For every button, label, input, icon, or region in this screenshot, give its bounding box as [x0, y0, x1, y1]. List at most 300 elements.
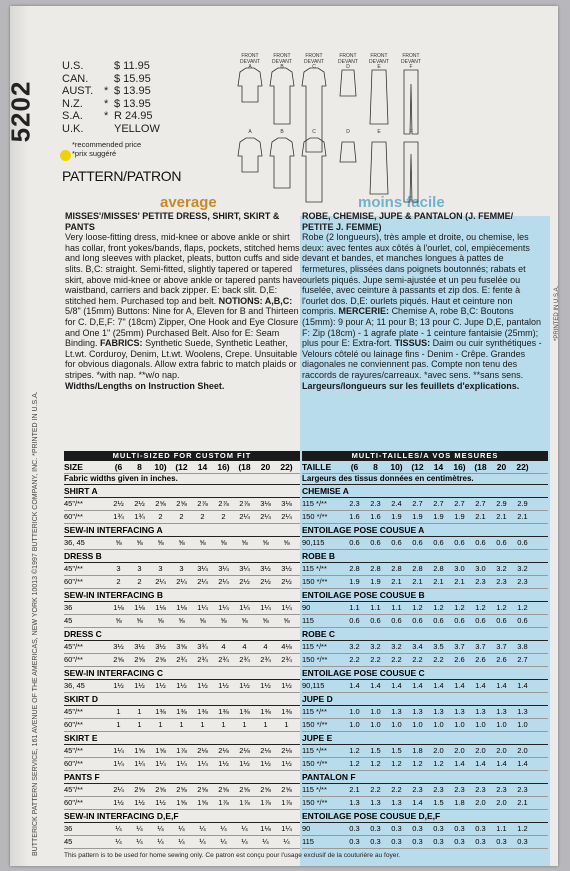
row-value: ¼	[136, 824, 143, 833]
row-value: 0.6	[454, 616, 465, 625]
row-value: 1⅜	[260, 707, 271, 716]
row-value: 1¼	[281, 603, 292, 612]
row-value: 2⅝	[239, 785, 250, 794]
row-value: 2.3	[433, 785, 444, 794]
back-view-label: E	[377, 129, 381, 135]
row-width: 36	[64, 824, 73, 833]
row-value: 1.0	[370, 707, 381, 716]
row-value: 2½	[281, 577, 292, 586]
notions-label-en: NOTIONS: A,B,C:	[218, 295, 293, 306]
row-value: 1⅛	[113, 603, 124, 612]
row-value: 3.2	[391, 642, 402, 651]
row-value: 0.3	[370, 837, 381, 846]
view-letter: D	[346, 64, 350, 70]
row-value: 1.2	[517, 603, 528, 612]
row-value: 1⅞	[218, 798, 229, 807]
row-value: 1.4	[517, 681, 528, 690]
row-value: 1.4	[391, 681, 402, 690]
row-value: 2.1	[391, 577, 402, 586]
table-row	[302, 654, 548, 667]
row-width: 115	[302, 616, 314, 625]
row-value: 2⅝	[134, 655, 145, 664]
row-value: 1.9	[391, 512, 402, 521]
table-row	[302, 706, 548, 719]
table-row	[64, 641, 300, 654]
table-section-title: CHEMISE A	[302, 485, 548, 498]
table-row	[302, 615, 548, 628]
title-french: ROBE, CHEMISE, JUPE & PANTALON (J. FEMME/ PETITE J. FEMME)	[302, 211, 514, 232]
row-value: 2⅛	[197, 746, 208, 755]
row-value: 2⅝	[113, 655, 124, 664]
row-value: ⅝	[262, 616, 269, 625]
row-value: 1.0	[433, 720, 444, 729]
back-view-label: F	[409, 129, 413, 135]
table-row	[302, 680, 548, 693]
row-value: 0.6	[391, 616, 402, 625]
row-width: 115 */**	[302, 746, 327, 755]
table-section-title: JUPE D	[302, 693, 548, 706]
notions-english: 5/8" (15mm) Buttons: Nine for A, Eleven for B and Thirteen for C. D,E,F: 7" (18cm) Zipper, One Hook and Eye Closure and One 1" (25mm) Purchased Belt. Also for E: Seam Binding.	[65, 306, 299, 349]
row-value: 1½	[218, 759, 229, 768]
row-value: 3¼	[218, 564, 229, 573]
table-row	[64, 563, 300, 576]
row-width: 60"/**	[64, 720, 83, 729]
row-value: 2.1	[517, 798, 528, 807]
price-row	[62, 110, 174, 123]
description-english	[65, 211, 303, 391]
row-value: 1⅜	[176, 707, 187, 716]
row-value: 2.1	[349, 785, 360, 794]
table-row	[64, 511, 300, 524]
row-value: 2⅝	[155, 785, 166, 794]
price-list	[62, 60, 174, 135]
table-row	[64, 680, 300, 693]
body-french: Robe (2 longueurs), très ample et droite, ou chemise, les deux: avec fentes aux côtés à l'ourlet, col, empiècements devant et bandes, et manches longues à pattes de fermetures, plissées dans poignets boutonnés; rabats et ourlets piqués. Jupe semi-ajustée et un peu fuselée ou fuselée, avec ceinture à passants et zip dos. E: fente à l'ourlet dos. D,E: ourlets piqués. Haut et ceinture non compris.	[302, 232, 530, 317]
row-value: 0.3	[454, 824, 465, 833]
table-header-bar: MULTI-SIZED FOR CUSTOM FIT	[64, 451, 300, 461]
row-value: 1¾	[113, 512, 124, 521]
price-row	[62, 60, 174, 73]
row-value: 2¼	[197, 577, 208, 586]
row-value: 1⅝	[197, 798, 208, 807]
table-row	[64, 654, 300, 667]
row-value: 4	[221, 642, 226, 651]
row-width: 115 */**	[302, 707, 327, 716]
row-value: 2.1	[496, 512, 507, 521]
row-value: 1.3	[454, 707, 465, 716]
row-value: 2.8	[370, 564, 381, 573]
row-value: 1.3	[391, 707, 402, 716]
row-value: 2¼	[260, 512, 271, 521]
table-row	[64, 706, 300, 719]
row-value: 1.8	[412, 746, 423, 755]
home-sewing-footer: This pattern is to be used for home sewing only. Ce patron est conçu pour l'usage exclusif de la couturière au foyer.	[64, 852, 401, 859]
row-value: 3½	[281, 564, 292, 573]
table-row	[302, 784, 548, 797]
table-section-title: DRESS C	[64, 628, 300, 641]
row-value: 1.6	[370, 512, 381, 521]
row-value: 0.3	[412, 837, 423, 846]
row-value: 1.0	[349, 720, 360, 729]
table-row	[302, 511, 548, 524]
row-value: ¼	[220, 824, 227, 833]
table-section-title: ENTOILAGE POSE COUSUE B	[302, 589, 548, 602]
table-row	[64, 615, 300, 628]
row-value: 3¾	[197, 642, 208, 651]
row-value: 0.6	[496, 616, 507, 625]
row-width: 36	[64, 603, 73, 612]
row-value: 0.6	[433, 616, 444, 625]
row-value: 2.3	[517, 577, 528, 586]
row-value: 2¼	[239, 512, 250, 521]
row-value: 3½	[134, 642, 145, 651]
row-value: 1.2	[517, 824, 528, 833]
widths-french: Largeurs/longueurs sur les feuillets d'explications.	[302, 380, 520, 391]
row-value: 1½	[155, 798, 166, 807]
row-value: 1.0	[370, 720, 381, 729]
row-value: 3.0	[454, 564, 465, 573]
row-value: 2	[179, 512, 184, 521]
table-section-title: SEW-IN INTERFACING A	[64, 524, 300, 537]
row-value: 3⅛	[260, 499, 271, 508]
row-value: 1	[284, 720, 289, 729]
row-value: 1.2	[391, 759, 402, 768]
row-value: ¼	[199, 824, 206, 833]
row-value: 2.3	[475, 785, 486, 794]
row-value: 2¼	[281, 512, 292, 521]
table-row	[302, 602, 548, 615]
table-section-title: DRESS B	[64, 550, 300, 563]
row-value: 3.0	[475, 564, 486, 573]
row-value: 1.3	[391, 798, 402, 807]
row-value: 4⅛	[281, 642, 292, 651]
row-value: 1.4	[475, 759, 486, 768]
line-drawings	[232, 54, 442, 204]
row-value: 0.6	[517, 538, 528, 547]
back-view-label: B	[280, 129, 284, 135]
row-value: ¼	[115, 837, 122, 846]
row-width: 150 */**	[302, 512, 328, 521]
row-value: 2.9	[517, 499, 528, 508]
row-value: 1.4	[433, 681, 444, 690]
row-value: 1	[137, 720, 142, 729]
row-value: 3	[137, 564, 142, 573]
front-views	[238, 68, 418, 152]
back-view-label: D	[346, 129, 350, 135]
row-value: 1⅜	[281, 707, 292, 716]
price-country: U.K.	[62, 122, 84, 135]
row-value: 1½	[134, 681, 145, 690]
table-row	[302, 836, 548, 849]
table-row	[64, 602, 300, 615]
row-value: 3½	[260, 564, 271, 573]
row-width: 60"/**	[64, 798, 83, 807]
table-row	[64, 537, 300, 550]
row-width: 60"/**	[64, 512, 83, 521]
row-value: ⅝	[241, 538, 248, 547]
table-row	[64, 797, 300, 810]
row-value: 0.3	[433, 837, 444, 846]
price-mark: *	[104, 110, 109, 122]
table-row	[64, 823, 300, 836]
table-section-title: ENTOILAGE POSE COUSUE D,E,F	[302, 810, 548, 823]
row-value: 1.9	[454, 512, 465, 521]
row-value: 2½	[260, 577, 271, 586]
row-value: 1.4	[496, 681, 507, 690]
row-value: 1.2	[349, 746, 360, 755]
row-width: 45"/**	[64, 642, 83, 651]
row-value: 1	[137, 707, 142, 716]
row-value: 2.9	[496, 499, 507, 508]
row-value: 1⅜	[239, 707, 250, 716]
row-value: 2¾	[239, 655, 250, 664]
pattern-number: 5202	[5, 80, 36, 143]
row-value: 1¼	[113, 746, 124, 755]
size-value: 20	[496, 462, 507, 472]
table-row	[64, 758, 300, 771]
row-value: 1⅞	[281, 798, 292, 807]
row-value: 1⅛	[155, 603, 166, 612]
row-value: 1.3	[517, 707, 528, 716]
row-value: ⅝	[199, 616, 206, 625]
row-value: 2¾	[218, 655, 229, 664]
size-header-row	[302, 461, 548, 474]
size-value: 8	[373, 462, 378, 472]
row-value: 2.2	[391, 655, 402, 664]
row-value: 2.2	[391, 785, 402, 794]
table-section-title: JUPE E	[302, 732, 548, 745]
size-value: 20	[260, 462, 271, 472]
back-view-label: A	[248, 129, 252, 135]
row-value: 2.1	[412, 577, 423, 586]
size-value: (18	[238, 462, 251, 472]
row-value: 1.0	[517, 720, 528, 729]
row-value: 0.6	[496, 538, 507, 547]
row-value: 1½	[281, 681, 292, 690]
row-value: 2¾	[197, 655, 208, 664]
row-width: 60"/**	[64, 759, 83, 768]
row-value: ⅝	[136, 616, 143, 625]
row-value: 2.3	[370, 499, 381, 508]
row-width: 115	[302, 837, 314, 846]
row-value: 1.4	[370, 681, 381, 690]
table-row	[64, 745, 300, 758]
row-value: 2.0	[517, 746, 528, 755]
yellow-price-dot	[60, 150, 71, 161]
row-value: 1.2	[475, 603, 486, 612]
row-value: 2	[158, 512, 163, 521]
row-value: 2⅛	[260, 746, 271, 755]
row-value: 0.3	[475, 837, 486, 846]
row-value: 2⅞	[239, 499, 250, 508]
row-value: 2⅛	[218, 746, 229, 755]
row-value: ¼	[115, 824, 122, 833]
row-value: 3	[179, 564, 184, 573]
row-width: 90	[302, 824, 311, 833]
row-value: 1.4	[454, 681, 465, 690]
fabrics-english: Synthetic Suede, Synthetic Leather, Lt.wt. Corduroy, Denim, Lt.wt. Woolens, Crepe. Unsuitable for obvious diagonals. Allow extra fabric to match plaids or stripes. *with nap. **w/o nap.	[65, 338, 298, 380]
table-row	[302, 498, 548, 511]
row-value: 2.1	[475, 512, 486, 521]
difficulty-fr: moins facile	[358, 194, 445, 211]
row-value: 2⅝	[134, 785, 145, 794]
copyright-line: BUTTERICK PATTERN SERVICE, 161 AVENUE OF THE AMERICAS, NEW YORK 10013 ©1997 BUTTERICK COMPANY, INC. *PRINTED IN U.S.A.	[32, 391, 39, 856]
row-width: 150 */**	[302, 759, 328, 768]
size-value: 10)	[154, 462, 167, 472]
row-value: ¼	[157, 837, 164, 846]
row-value: 3	[158, 564, 163, 573]
row-value: 1.4	[517, 759, 528, 768]
table-row	[64, 576, 300, 589]
row-value: 4	[242, 642, 247, 651]
table-section-title: ROBE C	[302, 628, 548, 641]
front-devant-text: FRONT DEVANT	[240, 53, 260, 65]
row-value: 2.7	[517, 655, 528, 664]
row-value: ⅝	[220, 538, 227, 547]
row-value: 2.1	[433, 577, 444, 586]
row-value: 0.6	[454, 538, 465, 547]
row-value: 1	[242, 720, 247, 729]
view-letter: A	[248, 64, 252, 70]
row-value: 0.3	[391, 837, 402, 846]
size-value: (12	[175, 462, 188, 472]
row-value: 1.4	[412, 798, 423, 807]
row-value: 2.2	[412, 655, 423, 664]
row-value: 2¼	[218, 577, 229, 586]
row-value: 1⅜	[155, 707, 166, 716]
view-letter: B	[280, 64, 284, 70]
row-value: 3.4	[412, 642, 423, 651]
row-value: 1.0	[475, 720, 486, 729]
row-value: 1.1	[370, 603, 381, 612]
row-value: ⅝	[115, 538, 122, 547]
table-section-title: ENTOILAGE POSE COUSUE C	[302, 667, 548, 680]
row-width: 115 */**	[302, 785, 327, 794]
row-width: 90,115	[302, 681, 325, 690]
table-row	[64, 836, 300, 849]
front-devant-text: FRONT DEVANT	[338, 53, 358, 65]
row-value: 3.8	[517, 642, 528, 651]
row-value: 0.3	[412, 824, 423, 833]
size-value: (6	[350, 462, 359, 472]
row-value: 2.4	[391, 499, 402, 508]
size-header-row	[64, 461, 300, 474]
row-value: 2.2	[433, 655, 444, 664]
row-value: 1½	[239, 681, 250, 690]
price-country: S.A.	[62, 110, 83, 122]
row-value: 1	[179, 720, 184, 729]
row-width: 45"/**	[64, 746, 83, 755]
size-value: 16)	[453, 462, 466, 472]
garment-sketches	[232, 54, 442, 204]
row-value: 1½	[218, 681, 229, 690]
row-width: 45"/**	[64, 499, 83, 508]
row-value: 2¾	[176, 655, 187, 664]
row-value: 1.0	[454, 720, 465, 729]
row-value: 1.2	[412, 759, 423, 768]
row-value: ⅝	[241, 616, 248, 625]
prix-suggere-note: *prix suggéré	[72, 149, 117, 158]
row-value: ⅝	[136, 538, 143, 547]
row-value: 1.1	[391, 603, 402, 612]
table-section-title: SEW-IN INTERFACING B	[64, 589, 300, 602]
row-value: ¼	[136, 837, 143, 846]
row-value: 2⅞	[218, 499, 229, 508]
row-value: 1¾	[134, 512, 145, 521]
row-value: 1.9	[370, 577, 381, 586]
row-value: 2.0	[496, 746, 507, 755]
table-row	[302, 797, 548, 810]
table-row	[302, 719, 548, 732]
row-value: 1.2	[454, 603, 465, 612]
row-value: ⅝	[199, 538, 206, 547]
price-country: CAN.	[62, 72, 89, 85]
row-value: 1.0	[391, 720, 402, 729]
price-row	[62, 85, 174, 98]
row-value: 1⅛	[134, 603, 145, 612]
row-value: 2¾	[260, 655, 271, 664]
row-value: 0.3	[433, 824, 444, 833]
row-value: 1.0	[349, 707, 360, 716]
price-country: U.S.	[62, 60, 84, 72]
row-value: 1.3	[496, 707, 507, 716]
size-value: (18	[474, 462, 487, 472]
row-value: 0.3	[475, 824, 486, 833]
row-value: 1	[116, 707, 121, 716]
row-value: 2¼	[176, 577, 187, 586]
row-value: 0.6	[391, 538, 402, 547]
row-value: 0.3	[349, 824, 360, 833]
row-value: 1.2	[433, 759, 444, 768]
row-value: 0.3	[517, 837, 528, 846]
row-value: 1.9	[349, 577, 360, 586]
row-value: 1.2	[496, 603, 507, 612]
row-value: 1.4	[454, 759, 465, 768]
row-value: 2.3	[517, 785, 528, 794]
row-value: 3½	[155, 642, 166, 651]
row-value: 2½	[239, 577, 250, 586]
row-value: 2.7	[412, 499, 423, 508]
row-value: 0.3	[496, 837, 507, 846]
notions-french: Chemise A, robe B,C: Boutons (15mm): 9 pour A; 11 pour B; 13 pour C. Jupe D,E, pantalon F: Zip (18cm) - 1 agrafe plate - 1 ceinture fantaisie (25mm); plus pour E: Extra-fort.	[302, 306, 541, 349]
row-width: 115 */**	[302, 564, 327, 573]
row-value: 1½	[197, 681, 208, 690]
row-value: 2⅞	[197, 499, 208, 508]
row-value: 2.8	[433, 564, 444, 573]
row-value: 1.2	[412, 603, 423, 612]
row-width: 45"/**	[64, 707, 83, 716]
table-row	[302, 823, 548, 836]
row-value: 3	[116, 564, 121, 573]
front-devant-text: FRONT DEVANT	[272, 53, 292, 65]
row-value: 2⅝	[197, 785, 208, 794]
row-value: 2.8	[349, 564, 360, 573]
row-value: 2.0	[475, 798, 486, 807]
row-value: 2.3	[349, 499, 360, 508]
price-mark	[104, 123, 114, 136]
row-width: 60"/**	[64, 655, 83, 664]
row-width: 90,115	[302, 538, 325, 547]
price-amount: $ 13.95	[114, 97, 151, 110]
row-value: 1.3	[349, 798, 360, 807]
row-value: 0.6	[349, 616, 360, 625]
row-value: 2.8	[391, 564, 402, 573]
row-value: 2.6	[475, 655, 486, 664]
front-devant-text: FRONT DEVANT	[401, 53, 421, 65]
row-value: 1¼	[197, 759, 208, 768]
table-row	[64, 498, 300, 511]
row-value: ¼	[199, 837, 206, 846]
